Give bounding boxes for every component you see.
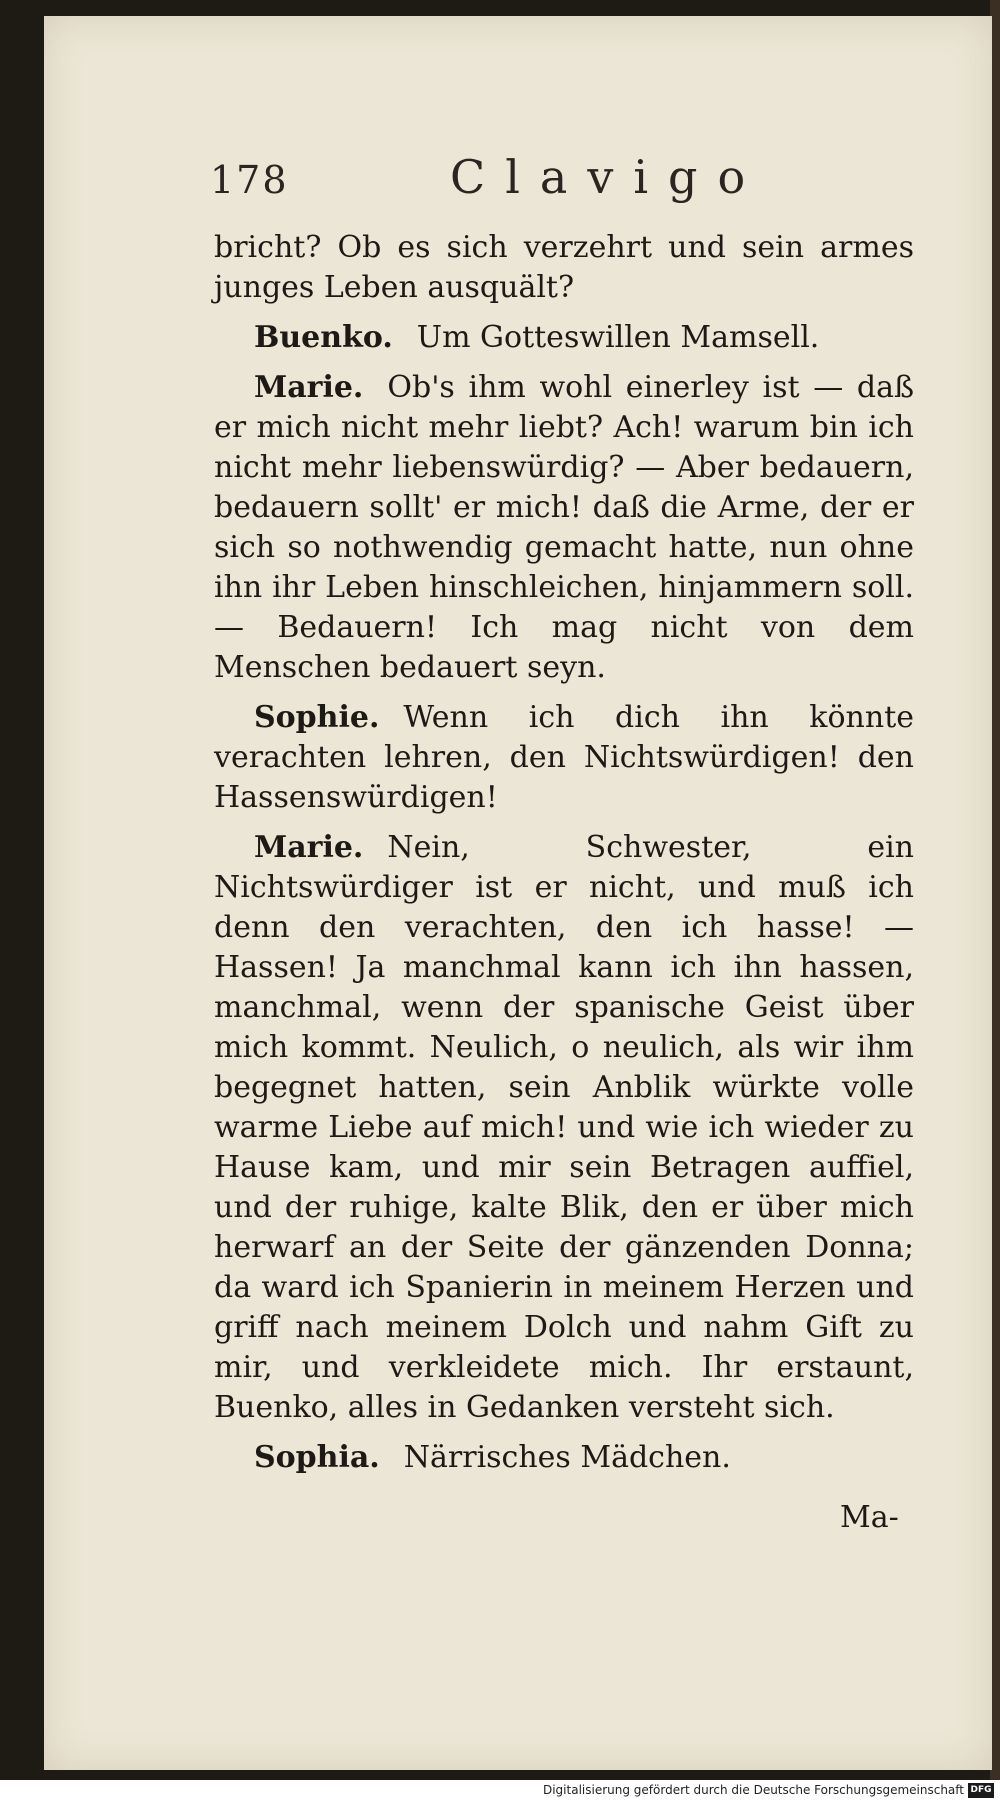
paragraph-text: Wenn ich dich ihn könnte verachten lehren, den Nichtswürdigen! den Hassenswürdigen! <box>214 700 914 815</box>
text-block <box>214 228 914 1488</box>
speaker-name: Buenko. <box>254 320 393 355</box>
speaker-name: Marie. <box>254 370 364 405</box>
catchword: Ma- <box>840 1500 899 1535</box>
paragraph <box>214 698 914 818</box>
paragraph-text: Ob's ihm wohl einerley ist — daß er mich nicht mehr liebt? Ach! warum bin ich nicht mehr liebenswürdig? — Aber bedauern, bedauern sollt' er mich! daß die Arme, der er sich so nothwendig gemacht hatte, nun ohne ihn ihr Leben hinschleichen, hinjammern soll. — Bedauern! Ich mag nicht von dem Menschen bedauert seyn. <box>214 370 914 685</box>
speaker-name: Sophie. <box>254 700 380 735</box>
paragraph <box>214 828 914 1428</box>
paragraph <box>214 1438 914 1478</box>
dfg-logo: DFG <box>968 1783 994 1798</box>
paragraph <box>214 228 914 308</box>
speaker-name: Sophia. <box>254 1440 380 1475</box>
running-title: Clavigo <box>450 150 766 204</box>
speaker-name: Marie. <box>254 830 364 865</box>
paragraph-text: bricht? Ob es sich verzehrt und sein armes junges Leben ausquält? <box>214 230 914 305</box>
paragraph-text: Närrisches Mädchen. <box>403 1440 731 1475</box>
paragraph-text: Nein, Schwester, ein Nichtswürdiger ist er nicht, und muß ich denn den verachten, den ich hasse! — Hassen! Ja manchmal kann ich ihn hassen, manchmal, wenn der spanische Geist über mich kommt. Neulich, o neulich, als wir ihm begegnet hatten, sein Anblik würkte volle warme Liebe auf mich! und wie ich wieder zu Hause kam, und mir sein Betragen auffiel, und der ruhige, kalte Blik, den er über mich herwarf an der Seite der gänzenden Donna; da ward ich Spanierin in meinem Herzen und griff nach meinem Dolch und nahm Gift zu mir, und verkleidete mich. Ihr erstaunt, Buenko, alles in Gedanken versteht sich. <box>214 830 914 1425</box>
footer-credit: Digitalisierung gefördert durch die Deutsche Forschungsgemeinschaft <box>542 1783 964 1797</box>
paragraph-text: Um Gotteswillen Mamsell. <box>416 320 820 355</box>
page-number: 178 <box>210 158 289 202</box>
page-header <box>210 150 910 210</box>
footer-bar <box>0 1780 1000 1802</box>
paragraph <box>214 368 914 688</box>
paragraph <box>214 318 914 358</box>
